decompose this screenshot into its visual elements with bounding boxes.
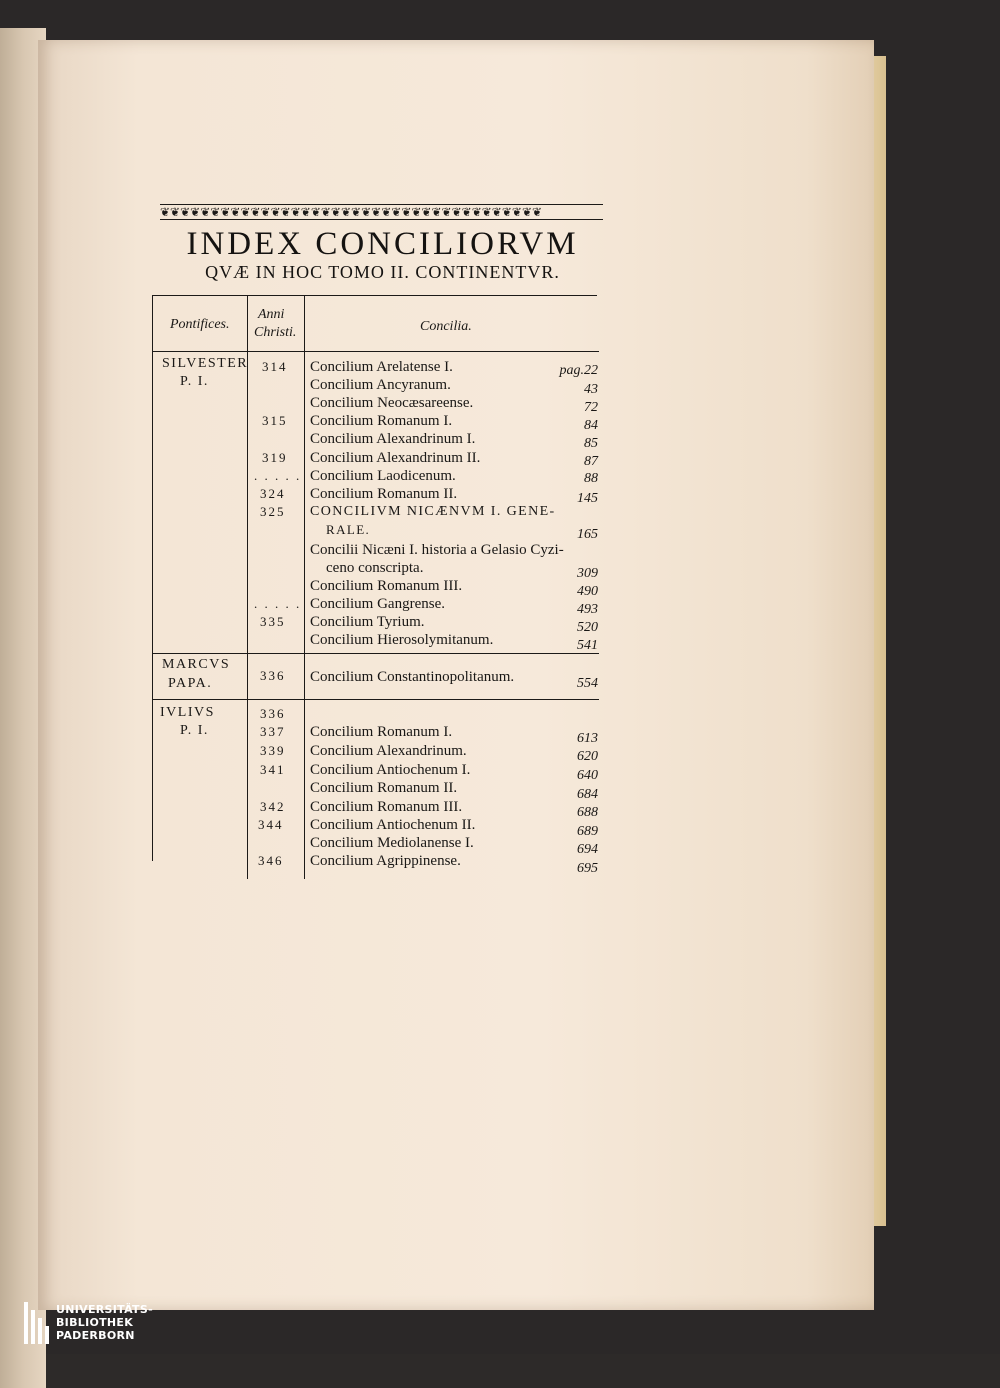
header-concilia: Concilia. [420, 319, 472, 334]
row-page: 684 [577, 787, 598, 802]
row-page: 309 [577, 566, 598, 581]
row-year: 342 [260, 799, 286, 814]
row-year: 341 [260, 762, 286, 777]
row-page: 689 [577, 824, 598, 839]
row-page: 694 [577, 842, 598, 857]
row-council: CONCILIVM NICÆNVM I. GENE- [310, 504, 556, 519]
row-page: pag.22 [559, 363, 598, 378]
row-council: RALE. [326, 522, 371, 537]
row-council: Concilium Constantinopolitanum. [310, 669, 515, 685]
row-council: Concilium Gangrense. [310, 596, 445, 612]
row-council: Concilium Agrippinense. [310, 853, 461, 869]
pontiff-title: PAPA. [168, 676, 213, 691]
column-divider-2 [304, 295, 305, 879]
row-year: 325 [260, 504, 286, 519]
table-left-rule [152, 295, 153, 861]
row-year: . . . . . [254, 468, 302, 483]
column-divider-1 [247, 295, 248, 879]
row-page: 620 [577, 749, 598, 764]
row-page: 613 [577, 731, 598, 746]
row-page: 165 [577, 527, 598, 542]
row-council: Concilium Ancyranum. [310, 377, 451, 393]
row-council: Concilii Nicæni I. historia a Gelasio Cyzi- [310, 542, 564, 558]
section-rule-1 [152, 653, 599, 654]
row-page: 541 [577, 638, 598, 653]
row-council: Concilium Tyrium. [310, 614, 425, 630]
row-year: 344 [258, 817, 284, 832]
header-ornament: ❦❦❦❦❦❦❦❦❦❦❦❦❦❦❦❦❦❦❦❦❦❦❦❦❦❦❦❦❦❦❦❦❦❦❦❦❦❦ [160, 204, 603, 220]
pontiff-name: IVLIVS [160, 705, 215, 720]
row-page: 145 [577, 491, 598, 506]
row-page: 85 [584, 436, 598, 451]
row-year: 339 [260, 743, 286, 758]
row-council: Concilium Alexandrinum II. [310, 450, 481, 466]
row-year: 336 [260, 706, 286, 721]
pontiff-name: MARCVS [162, 657, 231, 672]
row-year: 315 [262, 413, 288, 428]
row-council: Concilium Romanum II. [310, 780, 458, 796]
row-council: Concilium Antiochenum I. [310, 762, 471, 778]
library-line: UNIVERSITÄTS- [56, 1303, 153, 1316]
row-council: Concilium Romanum I. [310, 724, 453, 740]
row-year: 346 [258, 853, 284, 868]
row-year: 337 [260, 724, 286, 739]
header-pontifices: Pontifices. [170, 317, 230, 332]
pontiff-title: P. I. [180, 374, 209, 389]
row-page: 520 [577, 620, 598, 635]
library-logo-icon [24, 1302, 54, 1344]
library-credit [56, 1303, 153, 1342]
row-year: 319 [262, 450, 288, 465]
row-page: 554 [577, 676, 598, 691]
row-council: ceno conscripta. [326, 560, 424, 576]
row-council: Concilium Romanum III. [310, 799, 463, 815]
row-council: Concilium Romanum III. [310, 578, 463, 594]
row-council: Concilium Romanum II. [310, 486, 458, 502]
row-page: 87 [584, 454, 598, 469]
row-page: 695 [577, 861, 598, 876]
row-council: Concilium Arelatense I. [310, 359, 453, 375]
library-line: PADERBORN [56, 1329, 135, 1342]
row-year: . . . . . [254, 596, 302, 611]
table-top-rule [152, 295, 597, 296]
row-year: 335 [260, 614, 286, 629]
section-rule-2 [152, 699, 599, 700]
header-anni: Anni [258, 307, 285, 322]
row-council: Concilium Mediolanense I. [310, 835, 474, 851]
library-line: BIBLIOTHEK [56, 1316, 134, 1329]
pontiff-title: P. I. [180, 723, 209, 738]
row-page: 84 [584, 418, 598, 433]
row-council: Concilium Neocæsareense. [310, 395, 474, 411]
index-subtitle: QVÆ IN HOC TOMO II. CONTINENTVR. [205, 262, 560, 282]
row-year: 314 [262, 359, 288, 374]
index-title: INDEX CONCILIORVM [186, 226, 579, 262]
row-council: Concilium Hierosolymitanum. [310, 632, 494, 648]
row-year: 324 [260, 486, 286, 501]
row-council: Concilium Alexandrinum. [310, 743, 467, 759]
row-council: Concilium Alexandrinum I. [310, 431, 476, 447]
pontiff-name: SILVESTER [162, 356, 249, 371]
row-page: 640 [577, 768, 598, 783]
row-council: Concilium Romanum I. [310, 413, 453, 429]
row-page: 88 [584, 471, 598, 486]
header-christi: Christi. [254, 325, 297, 340]
row-council: Concilium Antiochenum II. [310, 817, 476, 833]
row-page: 72 [584, 400, 598, 415]
row-page: 490 [577, 584, 598, 599]
header-bottom-rule [152, 351, 599, 352]
row-page: 493 [577, 602, 598, 617]
row-council: Concilium Laodicenum. [310, 468, 456, 484]
row-page: 43 [584, 382, 598, 397]
row-year: 336 [260, 668, 286, 683]
row-page: 688 [577, 805, 598, 820]
